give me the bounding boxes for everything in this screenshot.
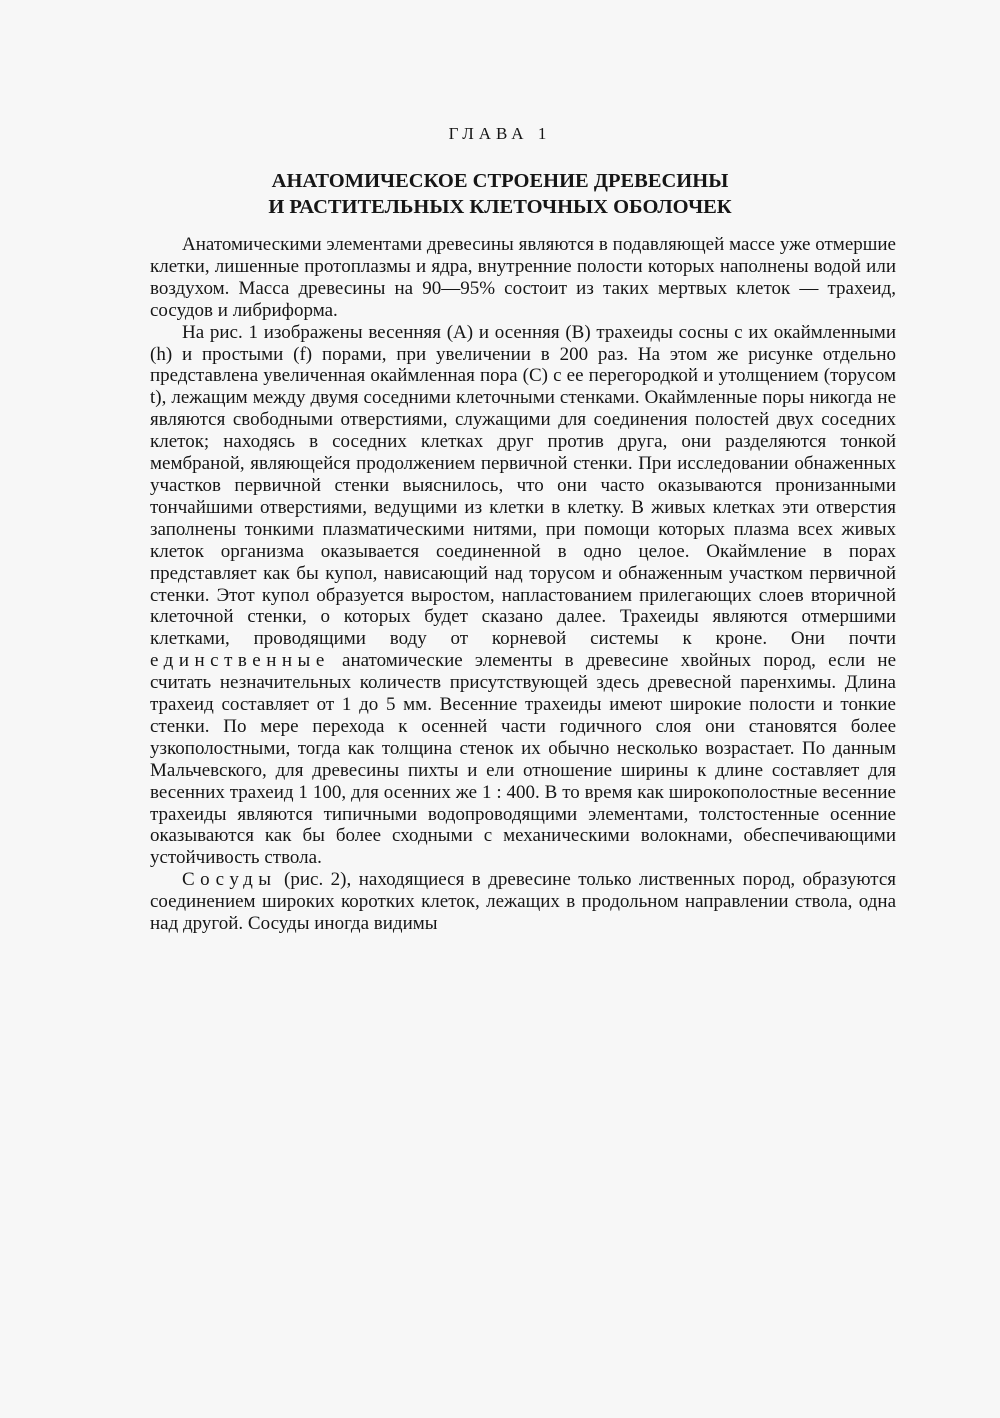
paragraph-3 — [150, 869, 896, 935]
body-text — [150, 234, 896, 935]
emphasized-word: единственные — [150, 650, 330, 672]
paragraph-2-text-b: анатомические элементы в древесине хвойных пород, если не считать незначительных количеств присутствующей здесь древесной паренхимы. Длина трахеид составляет от 1 до 5 мм. Весенние трахеиды имеют широкие полости и тонкие стенки. По мере перехода к осенней части годичного слоя они становятся более узкополостными, тогда как толщина стенок их обычно несколько возрастает. По данным Мальчевского, для древесины пихты и ели отношение ширины к длине составляет для весенних трахеид 1 100, для осенних же 1 : 400. В то время как широкополостные весенние трахеиды являются типичными водопроводящими элементами, толстостенные осенние оказываются как бы более сходными с механическими волокнами, обеспечивающими устойчивость ствола. — [150, 650, 897, 869]
chapter-title — [0, 168, 1000, 220]
chapter-label: ГЛАВА 1 — [448, 124, 552, 143]
chapter-title-line-1: АНАТОМИЧЕСКОЕ СТРОЕНИЕ ДРЕВЕСИНЫ — [271, 170, 729, 192]
paragraph-2 — [150, 322, 896, 870]
emphasized-term: Сосуды — [182, 869, 277, 891]
paragraph-1: Анатомическими элементами древесины являются в подавляющей массе уже отмершие клетки, лишенные протоплазмы и ядра, внутренние полости которых наполнены водой или воздухом. Масса древесины на 90—95% состоит из таких мертвых клеток — трахеид, сосудов и либриформа. — [150, 234, 896, 321]
paragraph-3-text: (рис. 2), находящиеся в древесине только лиственных пород, образуются соединением широких коротких клеток, лежащих в продольном направлении ствола, одна над другой. Сосуды иногда видимы — [150, 869, 896, 935]
paragraph-2-text-a: На рис. 1 изображены весенняя (А) и осенняя (В) трахеиды сосны с их окаймленными (h) и простыми (f) порами, при увеличении в 200 раз. На этом же рисунке отдельно представлена увеличенная окаймленная пора (С) с ее перегородкой и утолщением (торусом t), лежащим между двумя соседними клеточными стенками. Окаймленные поры никогда не являются свободными отверстиями, служащими для соединения полостей двух соседних клеток; находясь в соседних клетках друг против друга, они разделяются тонкой мембраной, являющейся продолжением первичной стенки. При исследовании обнаженных участков первичной стенки выяснилось, что они часто оказываются пронизанными тончайшими отверстиями, ведущими из клетки в клетку. В живых клетках эти отверстия заполнены тонкими плазматическими нитями, при помощи которых плазма всех живых клеток организма оказывается соединенной в одно целое. Окаймление в порах представляет как бы купол, нависающий над торусом и обнаженным участком первичной стенки. Этот купол образуется выростом, напластованием прилегающих слоев вторичной клеточной стенки, о которых будет сказано далее. Трахеиды являются отмершими клетками, проводящими воду от корневой системы к кроне. Они почти — [150, 321, 896, 650]
chapter-title-line-2: И РАСТИТЕЛЬНЫХ КЛЕТОЧНЫХ ОБОЛОЧЕК — [268, 196, 732, 218]
